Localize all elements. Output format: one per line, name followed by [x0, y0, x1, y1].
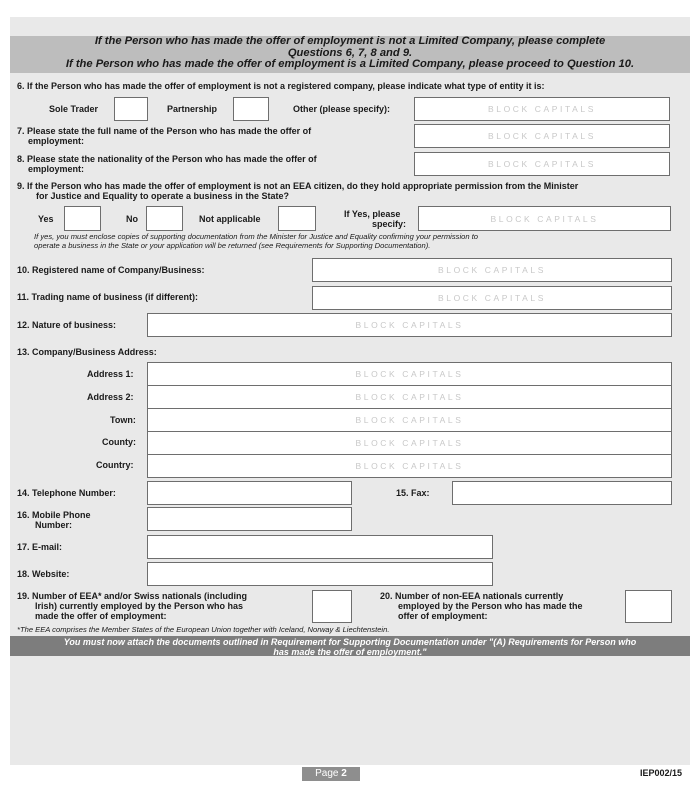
header-line-3: If the Person who has made the offer of employment is a Limited Company, please proceed to Question 10.: [65, 58, 635, 70]
fax-field[interactable]: [452, 481, 672, 505]
sole-trader-label: Sole Trader: [49, 104, 99, 114]
q9-line-2: for Justice and Equality to operate a business in the State?: [36, 191, 290, 201]
q9-note-line-2: operate a business in the State or your application will be returned (see Requirements for Supporting Documentation).: [34, 241, 431, 250]
email-field[interactable]: [147, 535, 493, 559]
q14-label: 14. Telephone Number:: [17, 488, 116, 498]
no-label: No: [126, 214, 138, 224]
q15-label: 15. Fax:: [396, 488, 430, 498]
yes-label: Yes: [38, 214, 54, 224]
q10-label: 10. Registered name of Company/Business:: [17, 265, 205, 275]
q16-line-2: Number:: [35, 520, 73, 530]
q19-line-3: made the offer of employment:: [35, 611, 167, 621]
full-name-field[interactable]: BLOCK CAPITALS: [414, 124, 670, 148]
mobile-phone-field[interactable]: [147, 507, 352, 531]
q8-line-1: 8. Please state the nationality of the Person who has made the offer of: [17, 154, 317, 164]
address1-label: Address 1:: [87, 369, 134, 379]
telephone-field[interactable]: [147, 481, 352, 505]
other-specify-field[interactable]: BLOCK CAPITALS: [414, 97, 670, 121]
q17-label: 17. E-mail:: [17, 542, 63, 552]
q18-label: 18. Website:: [17, 569, 70, 579]
town-field[interactable]: BLOCK CAPITALS: [147, 408, 672, 432]
attach-line-2: has made the offer of employment.": [273, 647, 427, 657]
trading-name-field[interactable]: BLOCK CAPITALS: [312, 286, 672, 310]
q16-line-1: 16. Mobile Phone: [17, 510, 91, 520]
page-label: Page: [315, 768, 339, 779]
q7-line-1: 7. Please state the full name of the Person who has made the offer of: [17, 126, 312, 136]
partnership-label: Partnership: [167, 104, 218, 114]
q9-line-1: 9. If the Person who has made the offer of employment is not an EEA citizen, do they hold appropriate permission from the Minister: [17, 181, 579, 191]
partnership-checkbox[interactable]: [233, 97, 269, 121]
sole-trader-checkbox[interactable]: [114, 97, 148, 121]
yes-checkbox[interactable]: [64, 206, 101, 231]
address1-field[interactable]: BLOCK CAPITALS: [147, 362, 672, 386]
q20-line-2: employed by the Person who has made the: [398, 601, 583, 611]
registered-name-field[interactable]: BLOCK CAPITALS: [312, 258, 672, 282]
permission-specify-field[interactable]: BLOCK CAPITALS: [418, 206, 671, 231]
page-number-tab: [302, 767, 360, 781]
nationality-field[interactable]: BLOCK CAPITALS: [414, 152, 670, 176]
county-field[interactable]: BLOCK CAPITALS: [147, 431, 672, 455]
non-eea-count-field[interactable]: [625, 590, 672, 623]
not-applicable-label: Not applicable: [199, 214, 261, 224]
q20-line-1: 20. Number of non-EEA nationals currently: [380, 591, 564, 601]
address2-label: Address 2:: [87, 392, 134, 402]
country-label: Country:: [96, 460, 134, 470]
q12-label: 12. Nature of business:: [17, 320, 117, 330]
q7-line-2: employment:: [28, 136, 85, 146]
q9-note-line-1: If yes, you must enclose copies of supporting documentation from the Minister for Justice and Equality confirming your permission to: [34, 232, 479, 241]
q6-text: 6. If the Person who has made the offer of employment is not a registered company, please indicate what type of entity it is:: [17, 81, 545, 91]
attach-documents-banner: [10, 636, 690, 656]
q8-line-2: employment:: [28, 164, 85, 174]
eea-count-field[interactable]: [312, 590, 352, 623]
form-code: IEP002/15: [640, 768, 683, 778]
no-checkbox[interactable]: [146, 206, 183, 231]
attach-line-1: You must now attach the documents outlined in Requirement for Supporting Documentation under "(A) Requirements for Person who: [63, 637, 637, 647]
if-yes-label-2: specify:: [372, 219, 407, 229]
country-field[interactable]: BLOCK CAPITALS: [147, 454, 672, 478]
q19-line-2: Irish) currently employed by the Person who has: [35, 601, 244, 611]
other-label: Other (please specify):: [293, 104, 391, 114]
header-line-1: If the Person who has made the offer of employment is not a Limited Company, please complete: [94, 35, 606, 47]
website-field[interactable]: [147, 562, 493, 586]
address2-field[interactable]: BLOCK CAPITALS: [147, 385, 672, 409]
header-line-2: Questions 6, 7, 8 and 9.: [287, 46, 413, 59]
not-applicable-checkbox[interactable]: [278, 206, 316, 231]
nature-of-business-field[interactable]: BLOCK CAPITALS: [147, 313, 672, 337]
page-number: 2: [341, 768, 347, 779]
q11-label: 11. Trading name of business (if different):: [17, 292, 199, 302]
town-label: Town:: [110, 415, 136, 425]
if-yes-label-1: If Yes, please: [344, 209, 401, 219]
q19-line-1: 19. Number of EEA* and/or Swiss nationals (including: [17, 591, 248, 601]
q13-label: 13. Company/Business Address:: [17, 347, 157, 357]
county-label: County:: [102, 437, 136, 447]
q20-line-3: offer of employment:: [398, 611, 488, 621]
eea-footnote: *The EEA comprises the Member States of the European Union together with Iceland, Norway & Liechtenstein.: [17, 625, 390, 634]
section-header: [10, 36, 690, 73]
